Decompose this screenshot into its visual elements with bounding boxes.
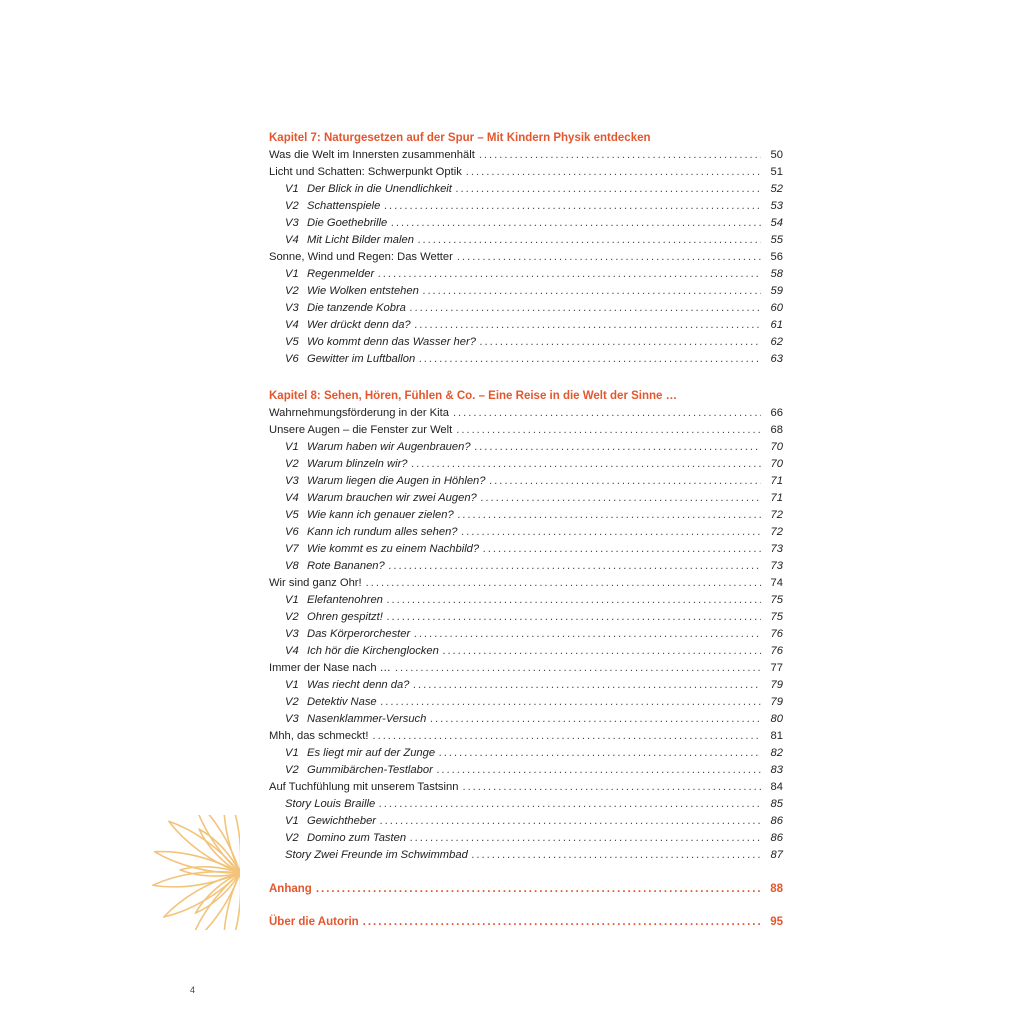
toc-entry[interactable] bbox=[269, 147, 783, 164]
toc-entry[interactable] bbox=[269, 677, 783, 694]
entry-label bbox=[285, 317, 411, 334]
entry-text: Rote Bananen? bbox=[307, 560, 385, 572]
toc-entry[interactable] bbox=[269, 541, 783, 558]
entry-text: Mhh, das schmeckt! bbox=[269, 730, 369, 742]
entry-text: Wir sind ganz Ohr! bbox=[269, 577, 362, 589]
experiment-tag: V1 bbox=[285, 594, 299, 606]
entry-text: Nasenklammer-Versuch bbox=[307, 713, 427, 725]
entry-label: Über die Autorin bbox=[269, 916, 359, 928]
entry-label bbox=[285, 215, 387, 232]
toc-entry[interactable] bbox=[269, 300, 783, 317]
entry-text: Das Körperorchester bbox=[307, 628, 411, 640]
dot-leader bbox=[423, 283, 761, 300]
entry-label bbox=[269, 249, 453, 266]
toc-entry[interactable] bbox=[269, 796, 783, 813]
toc-entry[interactable] bbox=[269, 473, 783, 490]
experiment-tag: V2 bbox=[285, 458, 299, 470]
chapter-entries bbox=[269, 405, 783, 864]
entry-label bbox=[285, 813, 376, 830]
entry-text: Licht und Schatten: Schwerpunkt Optik bbox=[269, 166, 462, 178]
entry-text: Die Goethebrille bbox=[307, 217, 388, 229]
entry-text: Gewitter im Luftballon bbox=[307, 353, 416, 365]
entry-text: Kann ich rundum alles sehen? bbox=[307, 526, 458, 538]
experiment-tag: V1 bbox=[285, 183, 299, 195]
entry-text: Es liegt mir auf der Zunge bbox=[307, 747, 436, 759]
toc-entry[interactable] bbox=[269, 745, 783, 762]
toc-entry[interactable] bbox=[269, 728, 783, 745]
entry-page: 70 bbox=[770, 441, 783, 453]
entry-page: 72 bbox=[770, 526, 783, 538]
entry-label bbox=[285, 592, 383, 609]
entry-page: 50 bbox=[770, 149, 783, 161]
entry-text: Detektiv Nase bbox=[307, 696, 377, 708]
toc-entry[interactable] bbox=[269, 762, 783, 779]
entry-label bbox=[269, 660, 391, 677]
entry-page: 82 bbox=[770, 747, 783, 759]
experiment-tag: V6 bbox=[285, 526, 299, 538]
entry-text: Warum brauchen wir zwei Augen? bbox=[307, 492, 477, 504]
entry-label bbox=[285, 232, 414, 249]
toc-entry[interactable] bbox=[269, 490, 783, 507]
entry-text: Was riecht denn da? bbox=[307, 679, 410, 691]
dot-leader bbox=[430, 711, 761, 728]
entry-label bbox=[285, 694, 377, 711]
toc-entry[interactable] bbox=[269, 779, 783, 796]
experiment-tag: V4 bbox=[285, 492, 299, 504]
entry-text: Warum blinzeln wir? bbox=[307, 458, 408, 470]
toc-entry[interactable] bbox=[269, 198, 783, 215]
entry-label bbox=[285, 456, 408, 473]
entry-label bbox=[269, 405, 449, 422]
entry-label bbox=[285, 762, 433, 779]
dot-leader bbox=[437, 762, 761, 779]
entry-label bbox=[285, 351, 415, 368]
entry-page: 79 bbox=[770, 696, 783, 708]
entry-text: Wie kommt es zu einem Nachbild? bbox=[307, 543, 480, 555]
entry-text: Wer drückt denn da? bbox=[307, 319, 411, 331]
dot-leader bbox=[381, 694, 761, 711]
entry-page: 86 bbox=[770, 832, 783, 844]
entry-text: Ich hör die Kirchenglocken bbox=[307, 645, 439, 657]
entry-text: Domino zum Tasten bbox=[307, 832, 407, 844]
dot-leader bbox=[391, 215, 761, 232]
entry-text: Gummibärchen-Testlabor bbox=[307, 764, 433, 776]
experiment-tag: V2 bbox=[285, 696, 299, 708]
dot-leader bbox=[414, 626, 761, 643]
dot-leader bbox=[366, 575, 761, 592]
dot-leader bbox=[481, 490, 761, 507]
table-of-contents bbox=[269, 130, 783, 931]
entry-page: 81 bbox=[770, 730, 783, 742]
entry-page: 54 bbox=[770, 217, 783, 229]
entry-page: 95 bbox=[770, 916, 783, 928]
toc-entry-about-author[interactable] bbox=[269, 914, 783, 931]
dot-leader bbox=[410, 300, 761, 317]
experiment-tag: V1 bbox=[285, 747, 299, 759]
toc-entry[interactable] bbox=[269, 181, 783, 198]
entry-text: Immer der Nase nach … bbox=[269, 662, 391, 674]
dot-leader bbox=[389, 558, 761, 575]
dot-leader bbox=[483, 541, 761, 558]
experiment-tag: V1 bbox=[285, 815, 299, 827]
toc-entry[interactable] bbox=[269, 626, 783, 643]
entry-page: 77 bbox=[770, 662, 783, 674]
toc-entry[interactable] bbox=[269, 643, 783, 660]
dot-leader bbox=[379, 796, 761, 813]
entry-label bbox=[285, 283, 419, 300]
experiment-tag: V2 bbox=[285, 285, 299, 297]
dot-leader bbox=[316, 881, 761, 898]
toc-entry[interactable] bbox=[269, 575, 783, 592]
dot-leader bbox=[387, 609, 761, 626]
entry-label bbox=[285, 507, 454, 524]
entry-page: 76 bbox=[770, 628, 783, 640]
chapter-title: Kapitel 7: Naturgesetzen auf der Spur – Mit Kindern Physik entdecken bbox=[269, 132, 651, 144]
entry-text: Elefantenohren bbox=[307, 594, 383, 606]
entry-page: 52 bbox=[770, 183, 783, 195]
dot-leader bbox=[479, 147, 761, 164]
entry-page: 70 bbox=[770, 458, 783, 470]
entry-label bbox=[285, 524, 458, 541]
toc-entry[interactable] bbox=[269, 232, 783, 249]
dot-leader bbox=[490, 473, 762, 490]
entry-page: 86 bbox=[770, 815, 783, 827]
dot-leader bbox=[457, 249, 761, 266]
entry-page: 80 bbox=[770, 713, 783, 725]
toc-entry[interactable] bbox=[269, 439, 783, 456]
dot-leader bbox=[439, 745, 761, 762]
entry-text: Sonne, Wind und Regen: Das Wetter bbox=[269, 251, 453, 263]
experiment-tag: V4 bbox=[285, 645, 299, 657]
entry-text: Der Blick in die Unendlichkeit bbox=[307, 183, 452, 195]
experiment-tag: V7 bbox=[285, 543, 299, 555]
entry-label bbox=[285, 626, 410, 643]
entry-page: 68 bbox=[770, 424, 783, 436]
dot-leader bbox=[458, 507, 761, 524]
toc-entry[interactable] bbox=[269, 660, 783, 677]
dot-leader bbox=[419, 351, 761, 368]
dot-leader bbox=[462, 779, 761, 796]
entry-text: Wahrnehmungsförderung in der Kita bbox=[269, 407, 449, 419]
entry-label bbox=[269, 164, 462, 181]
entry-label bbox=[269, 728, 368, 745]
entry-label bbox=[285, 558, 385, 575]
toc-entry[interactable] bbox=[269, 249, 783, 266]
entry-page: 87 bbox=[770, 849, 783, 861]
experiment-tag: V1 bbox=[285, 441, 299, 453]
entry-page: 83 bbox=[770, 764, 783, 776]
toc-entry[interactable] bbox=[269, 609, 783, 626]
entry-page: 75 bbox=[770, 594, 783, 606]
entry-text: Unsere Augen – die Fenster zur Welt bbox=[269, 424, 453, 436]
experiment-tag: V4 bbox=[285, 234, 299, 246]
toc-entry[interactable] bbox=[269, 813, 783, 830]
entry-label bbox=[285, 300, 406, 317]
chapter-8 bbox=[269, 388, 783, 864]
entry-page: 73 bbox=[770, 543, 783, 555]
entry-label bbox=[285, 830, 406, 847]
chapter-title: Kapitel 8: Sehen, Hören, Fühlen & Co. – Eine Reise in die Welt der Sinne … bbox=[269, 390, 678, 402]
toc-entry[interactable] bbox=[269, 507, 783, 524]
entry-page: 75 bbox=[770, 611, 783, 623]
entry-page: 71 bbox=[770, 475, 783, 487]
experiment-tag: V4 bbox=[285, 319, 299, 331]
entry-text: Story Louis Braille bbox=[285, 798, 376, 810]
experiment-tag: V8 bbox=[285, 560, 299, 572]
experiment-tag: V1 bbox=[285, 679, 299, 691]
entry-text: Warum haben wir Augenbrauen? bbox=[307, 441, 471, 453]
entry-label bbox=[285, 541, 479, 558]
entry-text: Warum liegen die Augen in Höhlen? bbox=[307, 475, 486, 487]
toc-entry-appendix[interactable] bbox=[269, 881, 783, 898]
dot-leader bbox=[456, 422, 761, 439]
dot-leader bbox=[453, 405, 761, 422]
dot-leader bbox=[395, 660, 761, 677]
experiment-tag: V5 bbox=[285, 509, 299, 521]
experiment-tag: V3 bbox=[285, 475, 299, 487]
entry-page: 74 bbox=[770, 577, 783, 589]
entry-label bbox=[269, 575, 362, 592]
experiment-tag: V3 bbox=[285, 217, 299, 229]
entry-text: Wo kommt denn das Wasser her? bbox=[307, 336, 476, 348]
dot-leader bbox=[415, 317, 761, 334]
dot-leader bbox=[472, 847, 761, 864]
dot-leader bbox=[372, 728, 761, 745]
entry-text: Gewichtheber bbox=[307, 815, 377, 827]
entry-text: Ohren gespitzt! bbox=[307, 611, 383, 623]
experiment-tag: V3 bbox=[285, 302, 299, 314]
entry-page: 88 bbox=[770, 883, 783, 895]
entry-label: Anhang bbox=[269, 883, 312, 895]
dot-leader bbox=[466, 164, 761, 181]
dot-leader bbox=[384, 198, 761, 215]
entry-page: 63 bbox=[770, 353, 783, 365]
entry-page: 79 bbox=[770, 679, 783, 691]
experiment-tag: V3 bbox=[285, 713, 299, 725]
dot-leader bbox=[480, 334, 761, 351]
entry-label bbox=[285, 609, 383, 626]
entry-page: 72 bbox=[770, 509, 783, 521]
entry-label bbox=[285, 266, 374, 283]
entry-text: Was die Welt im Innersten zusammenhält bbox=[269, 149, 475, 161]
entry-page: 66 bbox=[770, 407, 783, 419]
entry-page: 73 bbox=[770, 560, 783, 572]
dot-leader bbox=[462, 524, 761, 541]
experiment-tag: V5 bbox=[285, 336, 299, 348]
chapter-7 bbox=[269, 130, 783, 368]
toc-entry[interactable] bbox=[269, 592, 783, 609]
toc-entry[interactable] bbox=[269, 847, 783, 864]
entry-label bbox=[285, 198, 380, 215]
entry-text: Wie Wolken entstehen bbox=[307, 285, 419, 297]
entry-text: Regenmelder bbox=[307, 268, 375, 280]
entry-label bbox=[285, 181, 452, 198]
toc-entry[interactable] bbox=[269, 711, 783, 728]
chapter-entries bbox=[269, 147, 783, 368]
entry-label bbox=[285, 677, 409, 694]
dot-leader bbox=[410, 830, 761, 847]
dot-leader bbox=[412, 456, 761, 473]
entry-label bbox=[285, 796, 375, 813]
entry-text: Auf Tuchfühlung mit unserem Tastsinn bbox=[269, 781, 459, 793]
toc-entry[interactable] bbox=[269, 283, 783, 300]
entry-label bbox=[285, 490, 477, 507]
toc-entry[interactable] bbox=[269, 694, 783, 711]
entry-page: 76 bbox=[770, 645, 783, 657]
entry-page: 55 bbox=[770, 234, 783, 246]
entry-page: 62 bbox=[770, 336, 783, 348]
entry-page: 56 bbox=[770, 251, 783, 263]
dot-leader bbox=[475, 439, 761, 456]
entry-label bbox=[269, 779, 458, 796]
toc-entry[interactable] bbox=[269, 266, 783, 283]
entry-page: 84 bbox=[770, 781, 783, 793]
experiment-tag: V1 bbox=[285, 268, 299, 280]
page-number: 4 bbox=[190, 985, 196, 995]
toc-entry[interactable] bbox=[269, 830, 783, 847]
entry-page: 85 bbox=[770, 798, 783, 810]
dot-leader bbox=[387, 592, 761, 609]
toc-entry[interactable] bbox=[269, 351, 783, 368]
entry-text: Die tanzende Kobra bbox=[307, 302, 406, 314]
toc-entry[interactable] bbox=[269, 558, 783, 575]
flower-illustration bbox=[145, 815, 240, 930]
dot-leader bbox=[418, 232, 761, 249]
toc-entry[interactable] bbox=[269, 215, 783, 232]
experiment-tag: V3 bbox=[285, 628, 299, 640]
experiment-tag: V2 bbox=[285, 764, 299, 776]
entry-label bbox=[285, 745, 435, 762]
entry-label bbox=[285, 847, 468, 864]
entry-label bbox=[285, 711, 426, 728]
experiment-tag: V2 bbox=[285, 200, 299, 212]
entry-page: 53 bbox=[770, 200, 783, 212]
experiment-tag: V2 bbox=[285, 611, 299, 623]
entry-text: Mit Licht Bilder malen bbox=[307, 234, 414, 246]
dot-leader bbox=[363, 914, 761, 931]
toc-entry[interactable] bbox=[269, 317, 783, 334]
toc-entry[interactable] bbox=[269, 405, 783, 422]
entry-page: 61 bbox=[770, 319, 783, 331]
dot-leader bbox=[443, 643, 761, 660]
entry-label bbox=[285, 643, 439, 660]
dot-leader bbox=[456, 181, 761, 198]
toc-entry[interactable] bbox=[269, 164, 783, 181]
entry-label bbox=[285, 439, 471, 456]
dot-leader bbox=[413, 677, 761, 694]
entry-page: 58 bbox=[770, 268, 783, 280]
entry-text: Wie kann ich genauer zielen? bbox=[307, 509, 454, 521]
entry-page: 60 bbox=[770, 302, 783, 314]
entry-label bbox=[285, 334, 476, 351]
experiment-tag: V2 bbox=[285, 832, 299, 844]
entry-label bbox=[269, 147, 475, 164]
entry-text: Story Zwei Freunde im Schwimmbad bbox=[285, 849, 468, 861]
entry-text: Schattenspiele bbox=[307, 200, 381, 212]
entry-page: 59 bbox=[770, 285, 783, 297]
toc-entry[interactable] bbox=[269, 456, 783, 473]
toc-entry[interactable] bbox=[269, 524, 783, 541]
entry-page: 71 bbox=[770, 492, 783, 504]
toc-entry[interactable] bbox=[269, 334, 783, 351]
entry-page: 51 bbox=[770, 166, 783, 178]
entry-label bbox=[285, 473, 486, 490]
dot-leader bbox=[380, 813, 761, 830]
experiment-tag: V6 bbox=[285, 353, 299, 365]
dot-leader bbox=[378, 266, 761, 283]
entry-label bbox=[269, 422, 452, 439]
toc-entry[interactable] bbox=[269, 422, 783, 439]
